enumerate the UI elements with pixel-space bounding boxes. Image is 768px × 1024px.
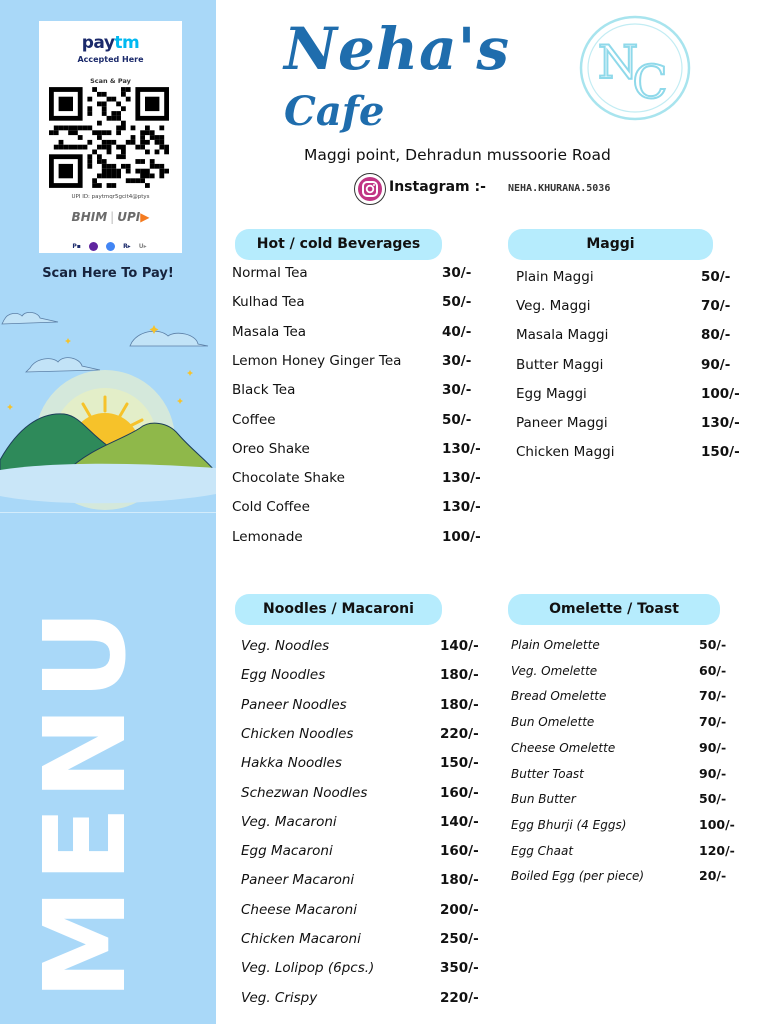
menu-item-name: Schezwan Noodles xyxy=(241,784,368,801)
section-header-omelette: Omelette / Toast xyxy=(508,594,720,625)
menu-item-price: 100/- xyxy=(442,528,481,545)
paytm-small-icon: P▪ xyxy=(72,243,81,250)
menu-item-price: 30/- xyxy=(442,382,472,399)
menu-item-name: Normal Tea xyxy=(232,265,308,281)
menu-item-price: 140/- xyxy=(440,813,479,830)
menu-item-name: Coffee xyxy=(232,411,276,428)
menu-item-price: 180/- xyxy=(440,667,479,684)
payment-method-icons xyxy=(45,236,177,248)
menu-item-name: Egg Maggi xyxy=(516,385,587,402)
cafe-subtitle: Cafe xyxy=(284,88,385,135)
instagram-icon[interactable] xyxy=(353,173,387,205)
menu-item-price: 150/- xyxy=(701,444,740,461)
menu-item-name: Hakka Noodles xyxy=(241,755,342,772)
cafe-address: Maggi point, Dehradun mussoorie Road xyxy=(304,146,611,164)
cafe-logo xyxy=(578,14,692,122)
menu-item-price: 200/- xyxy=(440,901,479,918)
menu-item-price: 50/- xyxy=(442,294,472,311)
menu-item-price: 30/- xyxy=(442,265,472,281)
menu-item-name: Plain Maggi xyxy=(516,269,594,285)
menu-item-name: Cheese Macaroni xyxy=(241,901,357,918)
menu-item-name: Masala Tea xyxy=(232,323,307,340)
menu-item-price: 50/- xyxy=(701,269,731,285)
menu-item-price: 90/- xyxy=(699,765,727,781)
menu-item-name: Kulhad Tea xyxy=(232,294,305,311)
menu-item-name: Paneer Maggi xyxy=(516,415,608,431)
menu-item-price: 120/- xyxy=(699,842,735,858)
mountain-sunrise-illustration xyxy=(0,300,216,510)
menu-item-price: 70/- xyxy=(701,298,731,315)
menu-item-price: 40/- xyxy=(442,323,472,340)
menu-item-name: Lemonade xyxy=(232,528,303,545)
menu-item-price: 80/- xyxy=(701,327,731,344)
upi-logo: UPI▶ xyxy=(117,210,150,224)
gpay-icon xyxy=(106,242,115,251)
menu-item-name: Bun Butter xyxy=(511,792,576,807)
qr-code[interactable] xyxy=(49,87,169,188)
menu-item-price: 140/- xyxy=(440,638,479,654)
menu-item-name: Egg Noodles xyxy=(241,667,326,684)
menu-item-price: 150/- xyxy=(440,755,479,772)
menu-item-name: Veg. Maggi xyxy=(516,298,591,315)
scan-to-pay-caption: Scan Here To Pay! xyxy=(42,266,174,281)
menu-item-price: 60/- xyxy=(699,662,727,678)
menu-item-price: 250/- xyxy=(440,931,479,947)
instagram-handle[interactable]: NEHA.KHURANA.5036 xyxy=(508,183,611,194)
menu-item-name: Paneer Macaroni xyxy=(241,872,355,889)
menu-item-price: 180/- xyxy=(440,872,479,889)
menu-item-name: Egg Macaroni xyxy=(241,843,333,860)
menu-item-name: Bread Omelette xyxy=(511,689,607,704)
phonepe-icon xyxy=(89,242,98,251)
menu-item-price: 220/- xyxy=(440,725,479,742)
menu-item-price: 50/- xyxy=(442,411,472,428)
menu-item-price: 220/- xyxy=(440,989,479,1006)
paytm-logo: paytm xyxy=(81,33,140,53)
menu-item-price: 70/- xyxy=(699,714,727,730)
menu-item-price: 130/- xyxy=(442,470,481,487)
menu-vertical-title: MENU xyxy=(21,603,151,1000)
scan-pay-text: Scan & Pay xyxy=(90,77,131,85)
cafe-name: Neha's xyxy=(284,15,511,83)
menu-item-name: Veg. Macaroni xyxy=(241,813,337,830)
menu-item-price: 160/- xyxy=(440,843,479,860)
menu-item-price: 130/- xyxy=(701,415,740,431)
menu-item-price: 160/- xyxy=(440,784,479,801)
menu-item-price: 180/- xyxy=(440,696,479,713)
menu-item-name: Chicken Macaroni xyxy=(241,931,361,947)
logo-letter-c: C xyxy=(632,55,668,109)
menu-item-name: Paneer Noodles xyxy=(241,696,347,713)
menu-item-name: Butter Maggi xyxy=(516,356,604,373)
menu-item-name: Lemon Honey Ginger Tea xyxy=(232,352,402,369)
menu-item-price: 90/- xyxy=(701,356,731,373)
menu-item-name: Veg. Omelette xyxy=(511,663,598,678)
menu-item-name: Plain Omelette xyxy=(511,638,600,652)
menu-item-name: Veg. Noodles xyxy=(241,638,330,654)
menu-item-name: Boiled Egg (per piece) xyxy=(511,869,645,884)
menu-item-price: 20/- xyxy=(699,868,727,884)
logo-letter-n: N xyxy=(597,35,639,89)
upi-small-icon: U▸ xyxy=(138,243,147,250)
menu-item-price: 30/- xyxy=(442,352,472,369)
menu-item-price: 350/- xyxy=(440,960,479,977)
menu-item-name: Egg Bhurji (4 Eggs) xyxy=(511,817,627,832)
menu-item-price: 70/- xyxy=(699,688,727,704)
menu-item-price: 50/- xyxy=(699,637,727,652)
section-header-noodles: Noodles / Macaroni xyxy=(235,594,442,625)
menu-item-name: Black Tea xyxy=(232,382,296,399)
menu-item-name: Chicken Noodles xyxy=(241,725,354,742)
menu-item-name: Veg. Crispy xyxy=(241,989,318,1006)
menu-item-name: Cheese Omelette xyxy=(511,740,616,755)
menu-item-name: Bun Omelette xyxy=(511,715,595,730)
section-header-maggi: Maggi xyxy=(508,229,713,260)
menu-item-name: Oreo Shake xyxy=(232,440,310,457)
menu-item-name: Butter Toast xyxy=(511,766,584,781)
rupay-icon: R▸ xyxy=(123,243,131,250)
menu-item-name: Masala Maggi xyxy=(516,327,609,344)
menu-item-price: 130/- xyxy=(442,499,481,516)
sidebar xyxy=(0,0,216,1024)
bhim-logo: BHIM xyxy=(71,210,108,224)
menu-item-name: Egg Chaat xyxy=(511,843,574,858)
menu-item-name: Cold Coffee xyxy=(232,499,310,516)
menu-item-price: 100/- xyxy=(701,385,740,402)
accepted-here-text: Accepted Here xyxy=(77,55,144,64)
paytm-qr-card xyxy=(39,21,182,253)
menu-item-price: 50/- xyxy=(699,791,727,807)
instagram-label: Instagram :- xyxy=(389,179,486,195)
menu-item-price: 100/- xyxy=(699,816,735,832)
upi-id: UPI ID: paytmqr5gcit4@ptys xyxy=(71,194,150,200)
menu-item-name: Veg. Lolipop (6pcs.) xyxy=(241,960,375,977)
section-header-beverages: Hot / cold Beverages xyxy=(235,229,442,260)
menu-item-price: 130/- xyxy=(442,440,481,457)
bhim-upi-logos: BHIM | UPI▶ xyxy=(71,210,150,224)
sidebar-divider xyxy=(0,512,216,513)
menu-item-price: 90/- xyxy=(699,739,727,755)
menu-item-name: Chocolate Shake xyxy=(232,470,345,487)
menu-item-name: Chicken Maggi xyxy=(516,444,615,461)
